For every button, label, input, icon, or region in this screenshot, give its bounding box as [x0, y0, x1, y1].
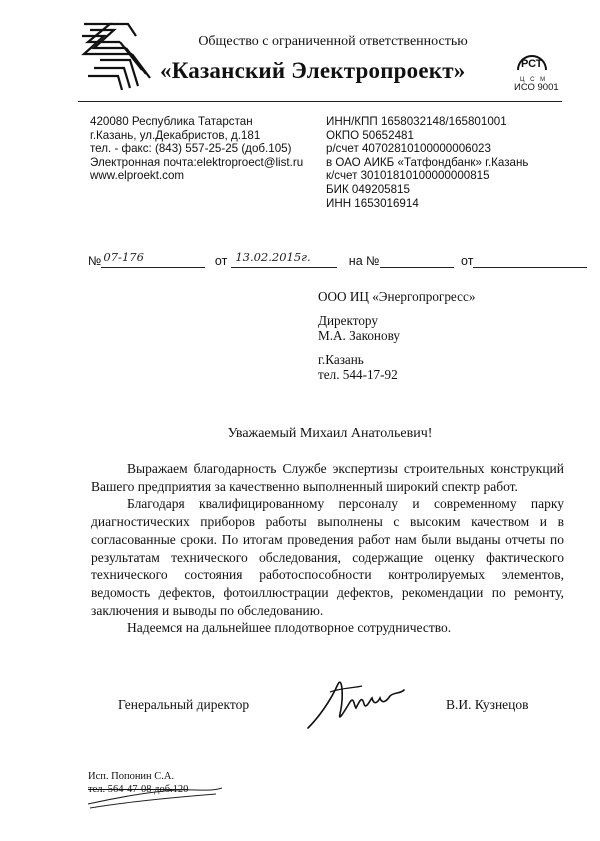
ref-incoming-date-field	[473, 254, 587, 268]
signer-name: В.И. Кузнецов	[446, 697, 529, 712]
header-divider	[78, 101, 562, 102]
bank-okpo: ОКПО 50652481	[326, 128, 414, 142]
addressee-phone: тел. 544-17-92	[318, 367, 398, 382]
addressee-city: г.Казань	[318, 351, 364, 367]
contact-street: г.Казань, ул.Декабристов, д.181	[90, 128, 261, 142]
certification-mark	[512, 50, 556, 84]
ref-incoming-field	[380, 254, 454, 268]
ref-incoming-date-label: от	[461, 254, 474, 268]
company-name: «Казанский Электропроект»	[160, 58, 466, 83]
rst-logo-icon	[512, 50, 556, 74]
bank-corr-account: к/счет 30101810100000000815	[326, 169, 490, 183]
salutation: Уважаемый Михаил Анатольевич!	[227, 426, 433, 441]
executor-phone: тел. 564-47-08 доб.120	[88, 784, 189, 795]
bank-account: р/счет 40702810100000006023	[326, 142, 491, 156]
ref-incoming-label: на №	[348, 254, 380, 268]
addressee-position: Директору	[318, 312, 378, 328]
ref-date-field	[231, 250, 337, 268]
iso-mark: ИСО 9001	[514, 82, 559, 93]
letter-body	[91, 460, 564, 637]
contact-email: Электронная почта:elektroproect@list.ru	[90, 155, 304, 169]
addressee-org: ООО ИЦ «Энергопрогресс»	[318, 289, 476, 304]
contact-address: 420080 Республика Татарстан	[90, 115, 253, 128]
contact-website: www.elproekt.com	[90, 169, 185, 183]
cert-letters: Ц С М	[520, 77, 548, 83]
body-paragraph-1: Выражаем благодарность Службе экспертизы строительных конструкций Вашего предприятия за качественно выполненный широкий спектр работ.	[91, 461, 564, 494]
bank-name: в ОАО АИКБ «Татфондбанк» г.Казань	[326, 155, 529, 169]
contact-phone: тел. - факс: (843) 557-25-25 (доб.105)	[90, 142, 292, 156]
body-paragraph-3: Надеемся на дальнейшее плодотворное сотрудничество.	[127, 620, 452, 636]
bank-inn-kpp: ИНН/КПП 1658032148/165801001	[326, 115, 507, 128]
ref-number-value: 07-176	[103, 250, 144, 264]
company-logo	[80, 20, 162, 92]
body-paragraph-2: Благодаря квалифицированному персоналу и современному парку диагностических приборов работы выполнены с высоким качеством и в согласованные сроки. По итогам проведения работ нам были выданы отчеты по результатам технического обследования, содержащие оценку фактического технического состояния работоспособности контролируемых элементов, ведомость дефектов, фотоиллюстрации дефектов, рекомендации по ремонту, заключения и выводы по обследованию.	[91, 496, 564, 618]
contacts-right	[326, 115, 528, 210]
legal-form-line: Общество с ограниченной ответственностью	[198, 34, 468, 49]
addressee-name: М.А. Законову	[318, 328, 400, 343]
ref-date-value: 13.02.2015г.	[235, 250, 311, 264]
svg-text:РСТ: РСТ	[521, 58, 543, 70]
executor-name: Исп. Попонин С.А.	[88, 771, 175, 782]
contacts-left	[90, 115, 303, 183]
addressee-block	[318, 289, 475, 383]
reference-line	[88, 250, 587, 268]
pen-strike-mark	[86, 784, 226, 810]
ref-number-field	[101, 250, 205, 268]
signer-position: Генеральный директор	[118, 697, 250, 712]
bank-inn: ИНН 1653016914	[326, 196, 419, 210]
ref-date-label: от	[214, 254, 228, 268]
bank-bik: БИК 049205815	[326, 182, 410, 196]
ref-number-label: №	[88, 254, 102, 268]
handwritten-signature	[300, 666, 410, 736]
